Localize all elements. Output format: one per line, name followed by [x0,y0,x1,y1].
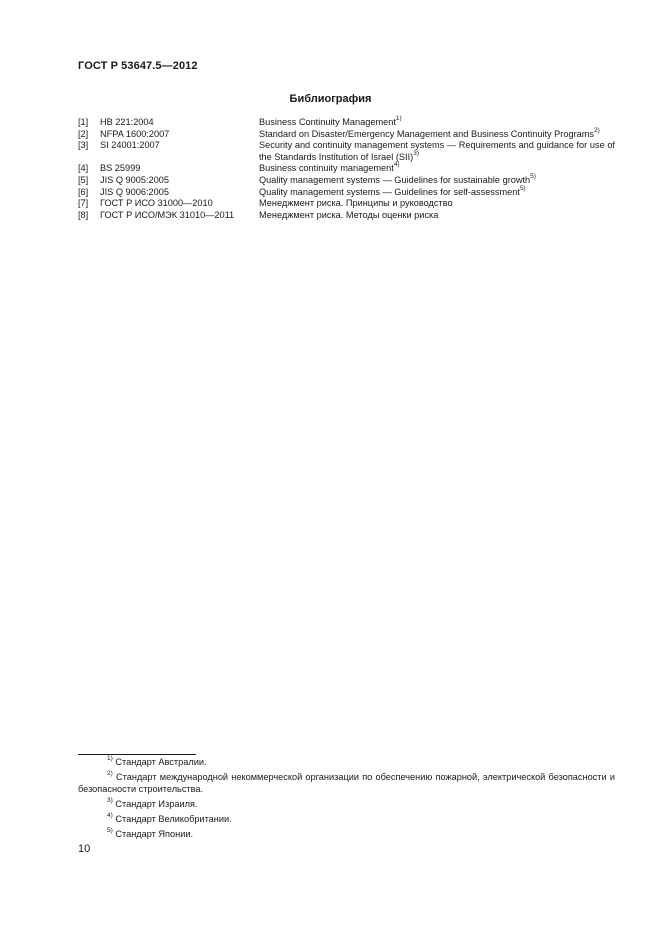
entry-code: ГОСТ Р ИСО/МЭК 31010—2011 [100,209,235,220]
entry-title: Менеджмент риска. Принципы и руководство [259,198,453,209]
footnotes [78,754,615,845]
entry-code: JIS Q 9006:2005 [100,186,169,197]
footnote: $^{5)}$ Стандарт Японии. [107,827,194,840]
footnote-separator [78,754,196,755]
footnote-mark: 5) [107,827,113,835]
footnote-ref: 1) [395,114,402,122]
entry-number: [4] [78,163,89,174]
document-code: ГОСТ Р 53647.5—2012 [78,60,198,72]
footnote-ref: 5) [530,172,536,180]
footnote-ref: 4) [393,161,400,169]
entry-code: JIS Q 9005:2005 [100,174,169,185]
footnote-mark: 1) [107,754,113,762]
footnote-mark: 4) [107,812,113,820]
entry-title: Business Continuity Management$^{1)}$ [259,114,402,127]
entry-number: [6] [78,186,89,197]
footnote-ref: 2) [594,126,600,134]
entry-title: Business continuity management$^{4)}$ [259,161,400,174]
footnote: $^{2)}$ Стандарт международной некоммерческой организации по обеспечению пожарной, электрической безопасности и безопасности строительства. [78,770,615,794]
entry-code: HB 221:2004 [100,117,154,127]
section-title: Библиография [289,93,372,105]
entry-number: [8] [78,209,89,220]
bibliography-entry [78,210,615,222]
bibliography-list [78,114,615,221]
entry-title: Quality management systems — Guidelines for sustainable growth$^{5)}$ [259,172,536,185]
bibliography-entry [78,140,615,163]
footnote: $^{1)}$ Стандарт Австралии. [107,754,207,767]
footnote: $^{3)}$ Стандарт Израиля. [107,796,198,809]
entry-code: BS 25999 [100,163,141,174]
entry-title: Quality management systems — Guidelines for self-assessment$^{5)}$ [259,184,526,197]
bibliography-entry [78,126,615,141]
entry-code: NFPA 1600:2007 [100,128,170,139]
footnote: $^{4)}$ Стандарт Великобритании. [107,812,232,825]
bibliography-entry [78,198,615,210]
footnote-mark: 3) [107,796,113,804]
entry-title: Менеджмент риска. Методы оценки риска [259,209,439,220]
entry-number: [7] [78,198,89,209]
entry-number: [5] [78,174,89,185]
footnote-ref: 5) [519,184,526,192]
page-number: 10 [78,843,91,855]
entry-code: ГОСТ Р ИСО 31000—2010 [100,198,213,209]
entry-number: [2] [78,128,89,139]
entry-number: [1] [78,117,89,127]
bibliography-entry [78,184,615,199]
footnote-mark: 2) [107,770,113,778]
entry-title: Security and continuity management systems — Requirements and guidance for use of the Standards Institution of Israel (SII)$^{3)}$ [259,140,615,162]
bibliography-entry [78,172,615,187]
entry-number: [3] [78,140,89,151]
bibliography-entry [78,114,615,129]
footnote-ref: 3) [413,149,420,157]
entry-title: Standard on Disaster/Emergency Management and Business Continuity Programs$^{2)}$ [259,126,600,139]
entry-code: SI 24001:2007 [100,140,160,151]
